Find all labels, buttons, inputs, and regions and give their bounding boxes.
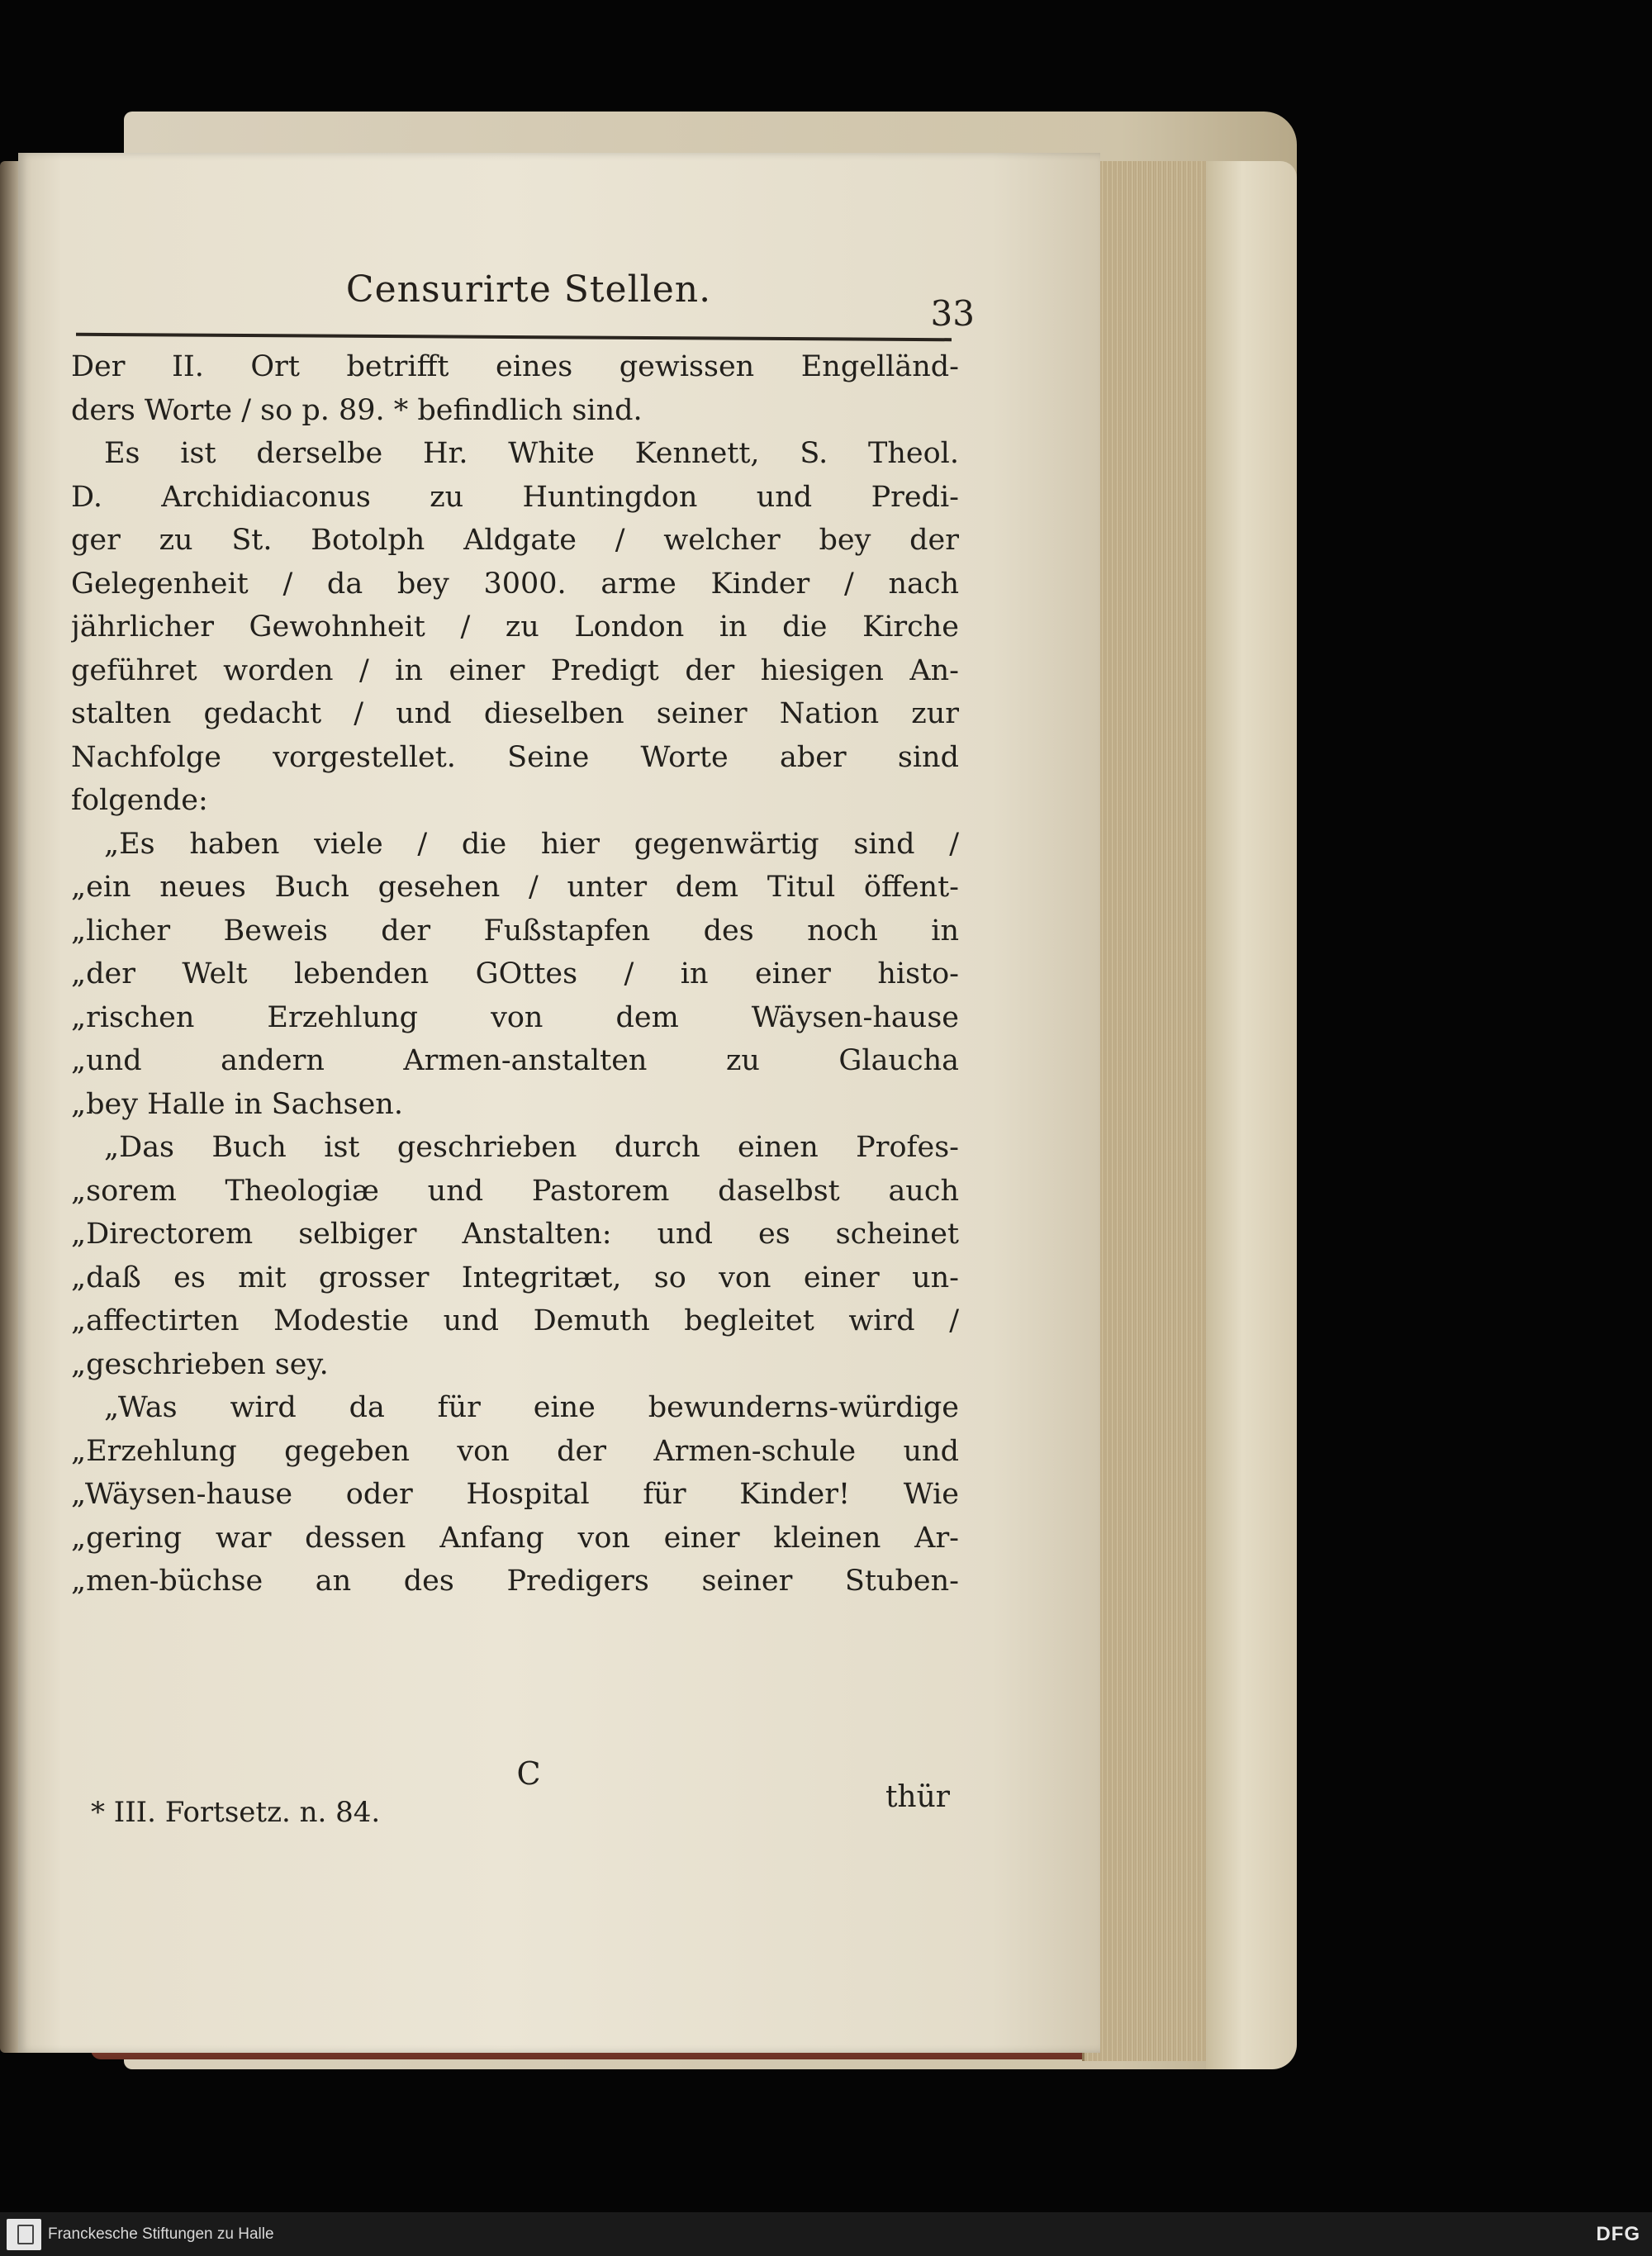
- text-line: „Wäysen-hause oder Hospital für Kinder! Wie: [71, 1478, 959, 1511]
- dfg-logo: DFG: [1596, 2223, 1640, 2245]
- text-line: „affectirten Modestie und Demuth begleitet wird /: [71, 1304, 959, 1337]
- text-line: Der II. Ort betrifft eines gewissen Engelländ-: [71, 350, 959, 383]
- institution-name: Franckesche Stiftungen zu Halle: [48, 2225, 274, 2243]
- book-cover-right: [1206, 161, 1297, 2069]
- text-line: „bey Halle in Sachsen.: [71, 1087, 403, 1121]
- text-line: „der Welt lebenden GOttes / in einer histo-: [71, 957, 959, 990]
- signature-mark: C: [516, 1755, 541, 1792]
- text-line: Gelegenheit / da bey 3000. arme Kinder / nach: [71, 567, 959, 601]
- text-line: „ein neues Buch gesehen / unter dem Titul öffent-: [71, 871, 959, 904]
- text-line: „Was wird da für eine bewunderns-würdige: [104, 1391, 959, 1424]
- text-line: D. Archidiaconus zu Huntingdon und Predi-: [71, 480, 959, 514]
- text-line: folgende:: [71, 784, 208, 817]
- text-line: „sorem Theologiæ und Pastorem daselbst auch: [71, 1174, 959, 1208]
- text-line: „und andern Armen-anstalten zu Glaucha: [71, 1044, 959, 1077]
- viewer-footer: [0, 2212, 1652, 2256]
- body-text: [71, 345, 959, 1603]
- text-line: „geschrieben sey.: [71, 1347, 329, 1381]
- text-line: Es ist derselbe Hr. White Kennett, S. Theol.: [104, 437, 959, 470]
- text-line: geführet worden / in einer Predigt der hiesigen An-: [71, 653, 959, 687]
- catchword: thür: [885, 1780, 950, 1814]
- text-line: „men-büchse an des Predigers seiner Stuben-: [71, 1565, 959, 1598]
- text-line: stalten gedacht / und dieselben seiner Nation zur: [71, 697, 959, 730]
- footnote: * III. Fortsetz. n. 84.: [91, 1796, 381, 1829]
- text-line: „Directorem selbiger Anstalten: und es scheinet: [71, 1218, 959, 1251]
- page-number: 33: [930, 293, 975, 334]
- text-line: „rischen Erzehlung von dem Wäysen-hause: [71, 1000, 959, 1034]
- running-head: Censurirte Stellen.: [345, 268, 712, 311]
- text-line: „Erzehlung gegeben von der Armen-schule und: [71, 1434, 959, 1468]
- institution-logo-icon: [7, 2219, 41, 2250]
- text-line: Nachfolge vorgestellet. Seine Worte aber sind: [71, 740, 959, 774]
- text-line: jährlicher Gewohnheit / zu London in die Kirche: [71, 610, 959, 644]
- text-line: ger zu St. Botolph Aldgate / welcher bey der: [71, 524, 959, 557]
- page-stack: [1082, 161, 1217, 2061]
- text-line: „licher Beweis der Fußstapfen des noch in: [71, 914, 959, 948]
- text-line: „gering war dessen Anfang von einer kleinen Ar-: [71, 1521, 959, 1555]
- text-line: „Das Buch ist geschrieben durch einen Profes-: [104, 1131, 959, 1164]
- text-line: „daß es mit grosser Integritæt, so von einer un-: [71, 1261, 959, 1294]
- text-line: ders Worte / so p. 89. * befindlich sind.: [71, 393, 643, 427]
- text-line: „Es haben viele / die hier gegenwärtig sind /: [104, 827, 959, 861]
